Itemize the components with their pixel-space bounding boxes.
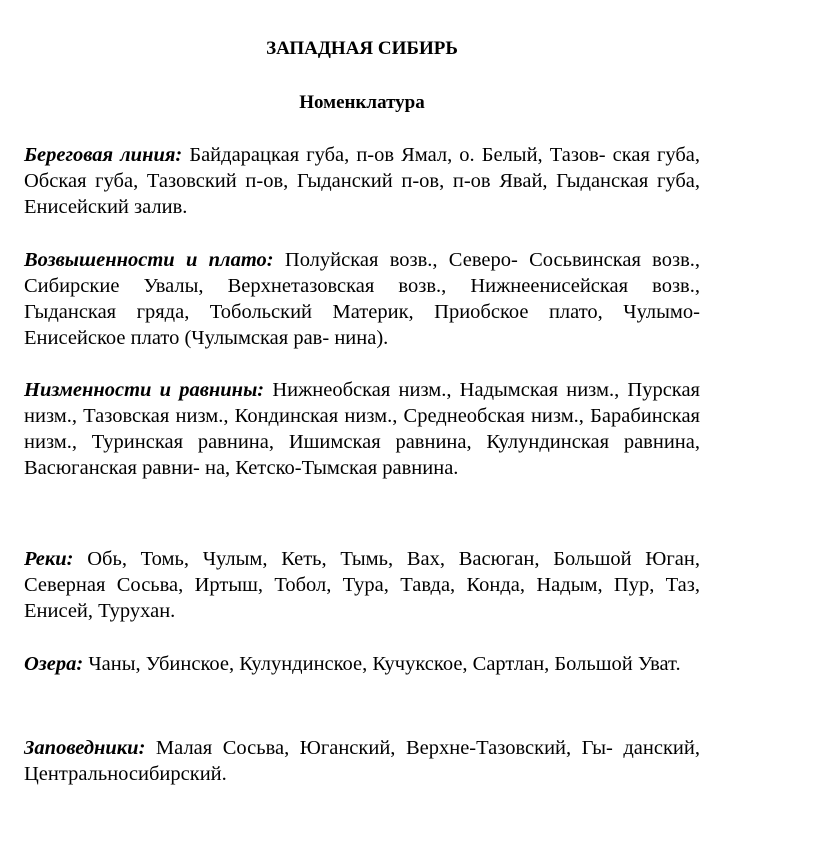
document-title bbox=[24, 37, 700, 61]
section-reserves bbox=[24, 735, 700, 787]
section-text: Малая Сосьва, Юганский, Верхне-Тазовский, Гы- данский, Центральносибирский. bbox=[24, 737, 700, 785]
section-label: Заповедники: bbox=[24, 737, 146, 759]
section-uplands bbox=[24, 247, 700, 351]
section-label: Береговая линия: bbox=[24, 144, 183, 166]
section-text: Байдарацкая губа, п-ов Ямал, о. Белый, Тазов- ская губа, Обская губа, Тазовский п-ов, Гыданский п-ов, п-ов Явай, Гыданская губа, Енисейский залив. bbox=[24, 144, 700, 218]
document-title-text: ЗАПАДНАЯ СИБИРЬ bbox=[266, 38, 458, 59]
section-rivers bbox=[24, 546, 700, 624]
document-subtitle: Номенклатура bbox=[299, 92, 425, 113]
section-label: Возвышенности и плато: bbox=[24, 249, 274, 271]
section-text: Полуйская возв., Северо- Сосьвинская возв., Сибирские Увалы, Верхнетазовская возв., Нижнеенисейская возв., Гыданская гряда, Тобольский Материк, Приобское плато, Чулымо-Енисейское плато (Чулымская рав- нина). bbox=[24, 249, 700, 349]
section-lowlands bbox=[24, 377, 700, 481]
section-text: Чаны, Убинское, Кулундинское, Кучукское, Сартлан, Большой Уват. bbox=[83, 653, 681, 675]
section-lakes bbox=[24, 651, 700, 677]
section-label: Реки: bbox=[24, 548, 74, 570]
section-text: Нижнеобская низм., Надымская низм., Пурская низм., Тазовская низм., Кондинская низм., Среднеобская низм., Барабинская низм., Туринская равнина, Ишимская равнина, Кулундинская равнина, Васюганская равни- на, Кетско-Тымская равнина. bbox=[24, 379, 700, 479]
section-label: Озера: bbox=[24, 653, 84, 675]
section-coastline bbox=[24, 142, 700, 220]
section-label: Низменности и равнины: bbox=[24, 379, 265, 401]
section-text: Обь, Томь, Чулым, Кеть, Тымь, Вах, Васюган, Большой Юган, Северная Сосьва, Иртыш, Тобол, Тура, Тавда, Конда, Надым, Пур, Таз, Енисей, Турухан. bbox=[24, 548, 700, 622]
